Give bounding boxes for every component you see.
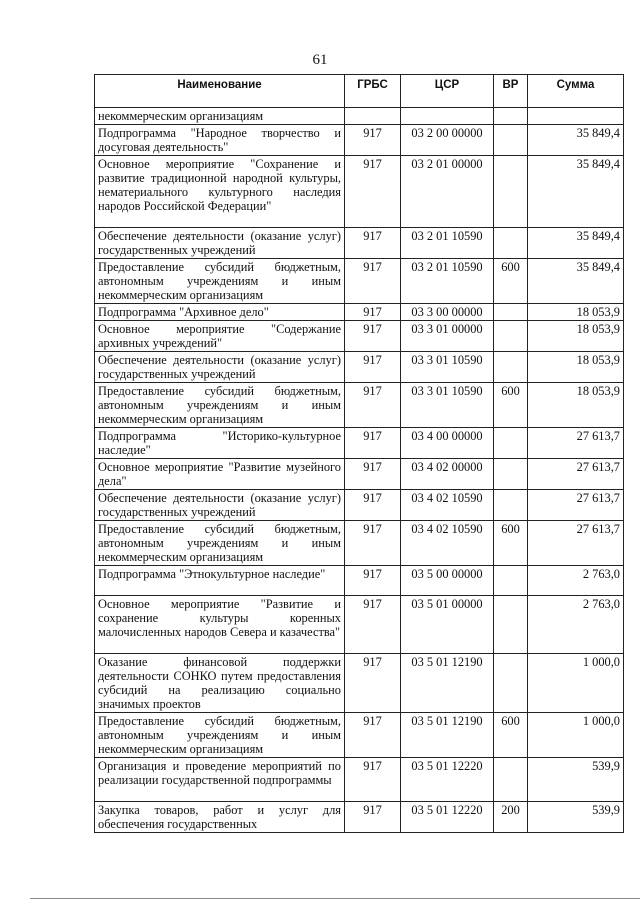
- cell-vr: 600: [494, 259, 528, 304]
- column-header-vr: ВР: [494, 75, 528, 108]
- table-row: [95, 228, 624, 259]
- cell-grbs: 917: [345, 228, 401, 259]
- cell-vr: [494, 596, 528, 654]
- table-row: [95, 352, 624, 383]
- cell-name: Обеспечение деятельности (оказание услуг) государственных учреждений: [95, 490, 345, 521]
- cell-sum: 539,9: [528, 758, 624, 802]
- cell-vr: [494, 156, 528, 228]
- table-row: [95, 383, 624, 428]
- table-row: [95, 108, 624, 125]
- cell-vr: [494, 566, 528, 596]
- cell-name: Основное мероприятие "Развитие музейного дела": [95, 459, 345, 490]
- table-row: [95, 521, 624, 566]
- cell-csr: 03 5 00 00000: [401, 566, 494, 596]
- cell-grbs: 917: [345, 490, 401, 521]
- table-row: [95, 758, 624, 802]
- cell-sum: 27 613,7: [528, 459, 624, 490]
- cell-grbs: 917: [345, 156, 401, 228]
- cell-grbs: 917: [345, 802, 401, 833]
- cell-csr: 03 4 02 10590: [401, 490, 494, 521]
- cell-vr: [494, 108, 528, 125]
- cell-sum: 2 763,0: [528, 596, 624, 654]
- table-row: [95, 596, 624, 654]
- cell-grbs: 917: [345, 596, 401, 654]
- cell-sum: 18 053,9: [528, 352, 624, 383]
- cell-grbs: 917: [345, 259, 401, 304]
- cell-csr: 03 5 01 12220: [401, 758, 494, 802]
- cell-name: Подпрограмма "Историко-культурное наследие": [95, 428, 345, 459]
- cell-vr: [494, 304, 528, 321]
- cell-name: Обеспечение деятельности (оказание услуг) государственных учреждений: [95, 228, 345, 259]
- cell-vr: [494, 321, 528, 352]
- cell-name: Обеспечение деятельности (оказание услуг) государственных учреждений: [95, 352, 345, 383]
- cell-grbs: 917: [345, 321, 401, 352]
- cell-csr: 03 5 01 12220: [401, 802, 494, 833]
- table-row: [95, 490, 624, 521]
- cell-grbs: 917: [345, 428, 401, 459]
- cell-sum: [528, 108, 624, 125]
- table-row: [95, 654, 624, 713]
- column-header-grbs: ГРБС: [345, 75, 401, 108]
- cell-name: Организация и проведение мероприятий по реализации государственной подпрограммы: [95, 758, 345, 802]
- cell-sum: 18 053,9: [528, 383, 624, 428]
- cell-vr: [494, 654, 528, 713]
- table-row: [95, 802, 624, 833]
- cell-grbs: 917: [345, 125, 401, 156]
- table-header-row: [95, 75, 624, 108]
- cell-csr: [401, 108, 494, 125]
- cell-vr: [494, 125, 528, 156]
- cell-name: Предоставление субсидий бюджетным, автономным учреждениям и иным некоммерческим организациям: [95, 383, 345, 428]
- cell-grbs: 917: [345, 383, 401, 428]
- table-row: [95, 713, 624, 758]
- column-header-name: Наименование: [95, 75, 345, 108]
- page-bottom-edge: [30, 898, 640, 899]
- cell-vr: 200: [494, 802, 528, 833]
- cell-grbs: 917: [345, 566, 401, 596]
- cell-name: Основное мероприятие "Развитие и сохранение культуры коренных малочисленных народов Севера и казачества": [95, 596, 345, 654]
- cell-sum: 35 849,4: [528, 259, 624, 304]
- column-header-sum: Сумма: [528, 75, 624, 108]
- cell-name: Предоставление субсидий бюджетным, автономным учреждениям и иным некоммерческим организациям: [95, 713, 345, 758]
- cell-name: Подпрограмма "Народное творчество и досуговая деятельность": [95, 125, 345, 156]
- cell-sum: 35 849,4: [528, 228, 624, 259]
- cell-sum: 35 849,4: [528, 125, 624, 156]
- cell-vr: 600: [494, 383, 528, 428]
- cell-vr: 600: [494, 521, 528, 566]
- table-row: [95, 459, 624, 490]
- cell-csr: 03 5 01 12190: [401, 654, 494, 713]
- cell-grbs: 917: [345, 758, 401, 802]
- cell-sum: 27 613,7: [528, 521, 624, 566]
- cell-name: Основное мероприятие "Сохранение и развитие традиционной народной культуры, нематериального культурного наследия народов Российской Федерации": [95, 156, 345, 228]
- table-row: [95, 125, 624, 156]
- table-row: [95, 566, 624, 596]
- cell-sum: 18 053,9: [528, 321, 624, 352]
- cell-vr: [494, 228, 528, 259]
- cell-sum: 35 849,4: [528, 156, 624, 228]
- cell-vr: 600: [494, 713, 528, 758]
- cell-sum: 18 053,9: [528, 304, 624, 321]
- cell-csr: 03 3 01 10590: [401, 383, 494, 428]
- table-row: [95, 156, 624, 228]
- cell-csr: 03 2 01 10590: [401, 259, 494, 304]
- cell-csr: 03 3 01 10590: [401, 352, 494, 383]
- table-row: [95, 259, 624, 304]
- table-row: [95, 321, 624, 352]
- cell-csr: 03 4 02 00000: [401, 459, 494, 490]
- cell-sum: 27 613,7: [528, 490, 624, 521]
- cell-name: Предоставление субсидий бюджетным, автономным учреждениям и иным некоммерческим организациям: [95, 521, 345, 566]
- cell-sum: 539,9: [528, 802, 624, 833]
- budget-table: [94, 74, 624, 833]
- cell-name: некоммерческим организациям: [95, 108, 345, 125]
- cell-sum: 27 613,7: [528, 428, 624, 459]
- cell-csr: 03 4 00 00000: [401, 428, 494, 459]
- cell-csr: 03 2 00 00000: [401, 125, 494, 156]
- cell-vr: [494, 352, 528, 383]
- table-row: [95, 428, 624, 459]
- cell-name: Закупка товаров, работ и услуг для обеспечения государственных: [95, 802, 345, 833]
- cell-vr: [494, 428, 528, 459]
- cell-grbs: 917: [345, 521, 401, 566]
- cell-vr: [494, 758, 528, 802]
- cell-name: Предоставление субсидий бюджетным, автономным учреждениям и иным некоммерческим организациям: [95, 259, 345, 304]
- cell-sum: 1 000,0: [528, 713, 624, 758]
- cell-grbs: 917: [345, 352, 401, 383]
- cell-grbs: 917: [345, 654, 401, 713]
- cell-vr: [494, 490, 528, 521]
- column-header-csr: ЦСР: [401, 75, 494, 108]
- page-number: 61: [312, 52, 328, 68]
- cell-name: Подпрограмма "Этнокультурное наследие": [95, 566, 345, 596]
- cell-csr: 03 3 00 00000: [401, 304, 494, 321]
- cell-sum: 2 763,0: [528, 566, 624, 596]
- cell-csr: 03 5 01 12190: [401, 713, 494, 758]
- cell-name: Подпрограмма "Архивное дело": [95, 304, 345, 321]
- cell-grbs: 917: [345, 304, 401, 321]
- cell-grbs: 917: [345, 713, 401, 758]
- cell-grbs: [345, 108, 401, 125]
- cell-csr: 03 4 02 10590: [401, 521, 494, 566]
- cell-grbs: 917: [345, 459, 401, 490]
- table-row: [95, 304, 624, 321]
- cell-csr: 03 2 01 00000: [401, 156, 494, 228]
- cell-csr: 03 2 01 10590: [401, 228, 494, 259]
- cell-name: Основное мероприятие "Содержание архивных учреждений": [95, 321, 345, 352]
- cell-csr: 03 5 01 00000: [401, 596, 494, 654]
- cell-sum: 1 000,0: [528, 654, 624, 713]
- cell-csr: 03 3 01 00000: [401, 321, 494, 352]
- cell-name: Оказание финансовой поддержки деятельности СОНКО путем предоставления субсидий на реализацию социально значимых проектов: [95, 654, 345, 713]
- cell-vr: [494, 459, 528, 490]
